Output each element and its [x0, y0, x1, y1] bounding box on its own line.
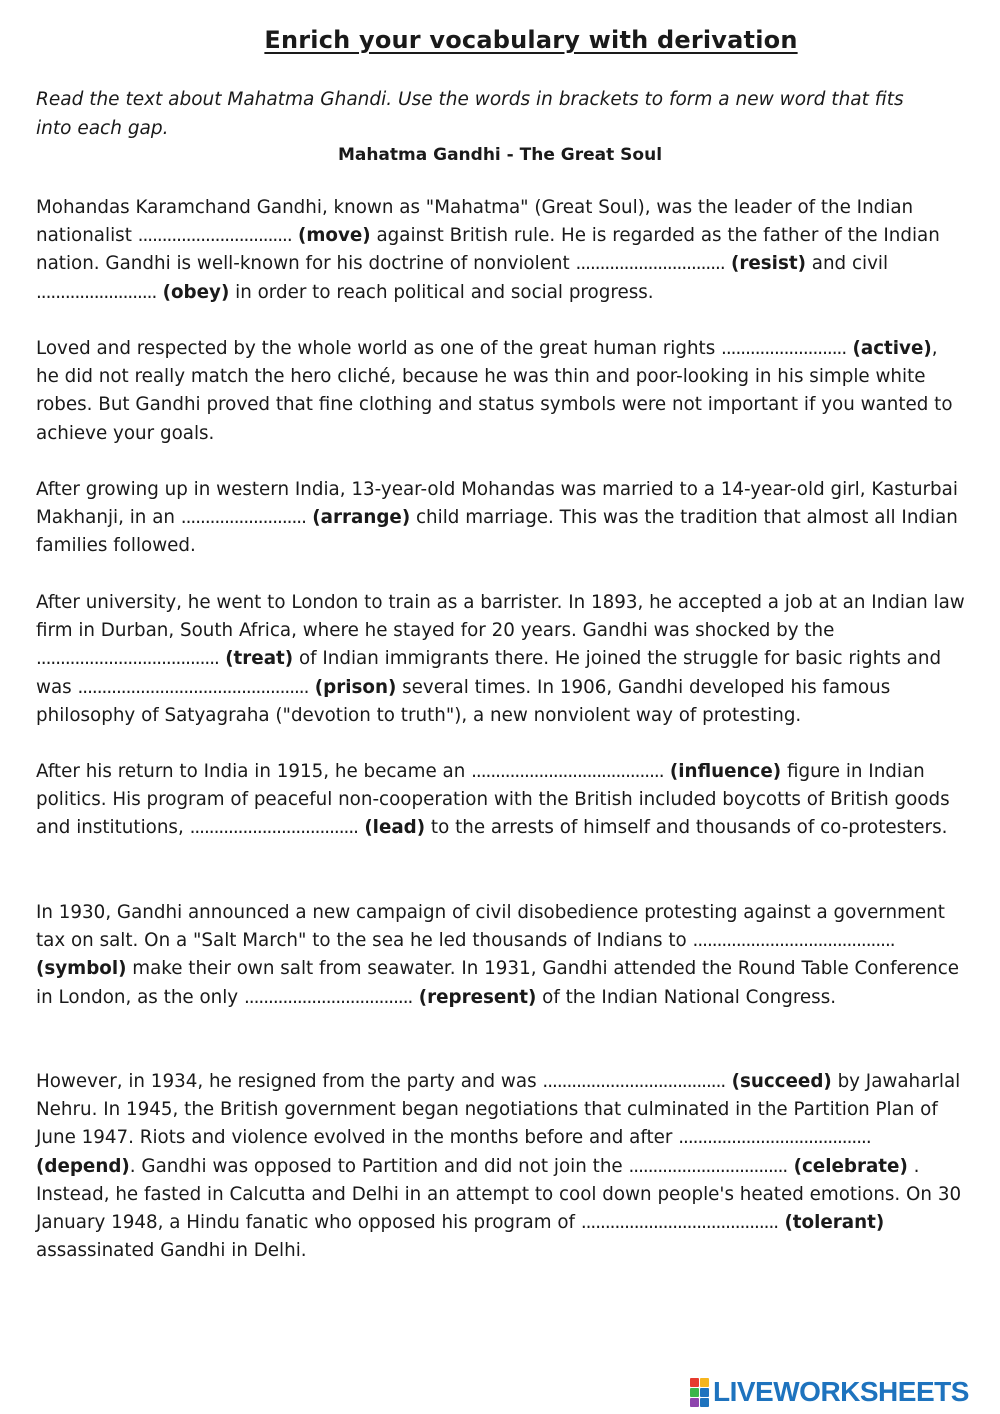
- paragraph-4: [36, 589, 966, 730]
- paragraph-6: [36, 899, 966, 1012]
- paragraph-text: by Jawaharlal Nehru. In 1945, the British government began negotiations that culminated in the Partition Plan of June 1947. Riots and violence evolved in the months before and after: [36, 1071, 961, 1149]
- gap-blank[interactable]: ......................................: [36, 648, 219, 670]
- paragraph-7: [36, 1068, 966, 1265]
- paragraph-text: , he did not really match the hero cliché, because he was thin and poor-looking in his simple white robes. But Gandhi proved that fine clothing and status symbols were not important if you wanted to achieve your goals.: [36, 338, 953, 444]
- base-word-hint: (lead): [357, 817, 426, 839]
- base-word-hint: (resist): [724, 253, 806, 275]
- base-word-hint: (depend): [36, 1155, 130, 1177]
- brand-mark-cell: [700, 1378, 709, 1387]
- paragraph-text: After university, he went to London to train as a barrister. In 1893, he accepted a job at an Indian law firm in Durban, South Africa, where he stayed for 20 years. Gandhi was shocked by the: [36, 592, 965, 642]
- paragraph-text: to the arrests of himself and thousands of co-protesters.: [425, 817, 948, 839]
- paragraph-2: [36, 335, 966, 448]
- gap-blank[interactable]: ........................................: [471, 761, 664, 782]
- paragraph-text: . Gandhi was opposed to Partition and did not join the: [129, 1155, 629, 1177]
- brand-name: LIVEWORKSHEETS: [713, 1376, 969, 1407]
- paragraph-text: After growing up in western India, 13-year-old Mohandas was married to a 14-year-old girl, Kasturbai Makhanji, in an: [36, 479, 958, 529]
- paragraph-text: of Indian immigrants there. He joined the struggle for basic rights and was: [36, 648, 942, 698]
- paragraph-text: against British rule. He is regarded as the father of the Indian nation. Gandhi is well-known for his doctrine of nonviolent: [36, 225, 940, 275]
- paragraph-text: in order to reach political and social progress.: [229, 281, 654, 303]
- paragraph-text: and civil: [805, 253, 889, 275]
- paragraph-text: of the Indian National Congress.: [536, 986, 837, 1008]
- base-word-hint: (treat): [218, 648, 294, 670]
- base-word-hint: (tolerant): [778, 1212, 885, 1234]
- paragraph-1: [36, 194, 966, 307]
- brand-mark-cell: [690, 1378, 699, 1387]
- paragraph-text: several times. In 1906, Gandhi developed his famous philosophy of Satyagraha ("devotion to truth"), a new nonviolent way of protesting.: [36, 676, 891, 726]
- page-title: Enrich your vocabulary with derivation: [264, 26, 798, 54]
- paragraph-text: child marriage. This was the tradition that almost all Indian families followed.: [36, 507, 958, 557]
- instructions: Read the text about Mahatma Ghandi. Use the words in brackets to form a new word that fits into each gap.: [36, 89, 904, 139]
- gap-blank[interactable]: ..........................: [721, 338, 847, 359]
- paragraph-text: After his return to India in 1915, he became an: [36, 761, 472, 782]
- paragraph-5: [36, 758, 966, 843]
- base-word-hint: (obey): [156, 281, 230, 303]
- gap-blank[interactable]: ................................................: [77, 676, 309, 698]
- paragraph-text: . Instead, he fasted in Calcutta and Delhi in an attempt to cool down people's heated emotions. On 30 January 1948, a Hindu fanatic who opposed his program of: [36, 1155, 962, 1234]
- gap-blank[interactable]: ...................................: [189, 817, 358, 839]
- gap-blank[interactable]: .........................................: [580, 1212, 779, 1234]
- brand-mark-cell: [690, 1398, 699, 1407]
- base-word-hint: (arrange): [305, 507, 411, 529]
- base-word-hint: (represent): [412, 986, 537, 1008]
- gap-blank[interactable]: .................................: [628, 1155, 788, 1177]
- base-word-hint: (prison): [308, 676, 397, 698]
- paragraph-3: [36, 476, 966, 561]
- gap-blank[interactable]: .........................: [36, 281, 157, 303]
- base-word-hint: (influence): [663, 761, 782, 782]
- paragraph-text: Loved and respected by the whole world as one of the great human rights: [36, 338, 722, 359]
- brand-mark-icon: [690, 1378, 709, 1407]
- gap-blank[interactable]: ......................................: [542, 1071, 726, 1092]
- liveworksheets-logo: [690, 1376, 969, 1408]
- paragraph-text: make their own salt from seawater. In 1931, Gandhi attended the Round Table Conference in London, as the only: [36, 958, 960, 1008]
- base-word-hint: (celebrate): [787, 1155, 908, 1177]
- paragraph-text: figure in Indian politics. His program of peaceful non-cooperation with the British included boycotts of British goods and institutions,: [36, 761, 950, 839]
- gap-blank[interactable]: ..........................................: [692, 930, 895, 952]
- brand-mark-cell: [700, 1388, 709, 1397]
- text-subtitle: Mahatma Gandhi - The Great Soul: [337, 145, 663, 165]
- base-word-hint: (active): [846, 338, 932, 359]
- paragraph-text: assassinated Gandhi in Delhi.: [36, 1240, 307, 1262]
- gap-blank[interactable]: ..........................: [180, 507, 306, 529]
- base-word-hint: (symbol): [36, 958, 127, 980]
- base-word-hint: (move): [291, 225, 371, 247]
- gap-blank[interactable]: ...................................: [243, 986, 413, 1008]
- gap-blank[interactable]: ................................: [137, 225, 292, 247]
- paragraph-text: However, in 1934, he resigned from the party and was: [36, 1071, 543, 1092]
- gap-blank[interactable]: ........................................: [678, 1127, 871, 1149]
- base-word-hint: (succeed): [725, 1071, 832, 1092]
- paragraph-text: In 1930, Gandhi announced a new campaign of civil disobedience protesting against a government tax on salt. On a "Salt March" to the sea he led thousands of Indians to: [36, 902, 945, 952]
- paragraph-text: Mohandas Karamchand Gandhi, known as "Mahatma" (Great Soul), was the leader of the Indian nationalist: [36, 197, 914, 247]
- brand-mark-cell: [690, 1388, 699, 1397]
- gap-blank[interactable]: ...............................: [575, 253, 725, 275]
- brand-mark-cell: [700, 1398, 709, 1407]
